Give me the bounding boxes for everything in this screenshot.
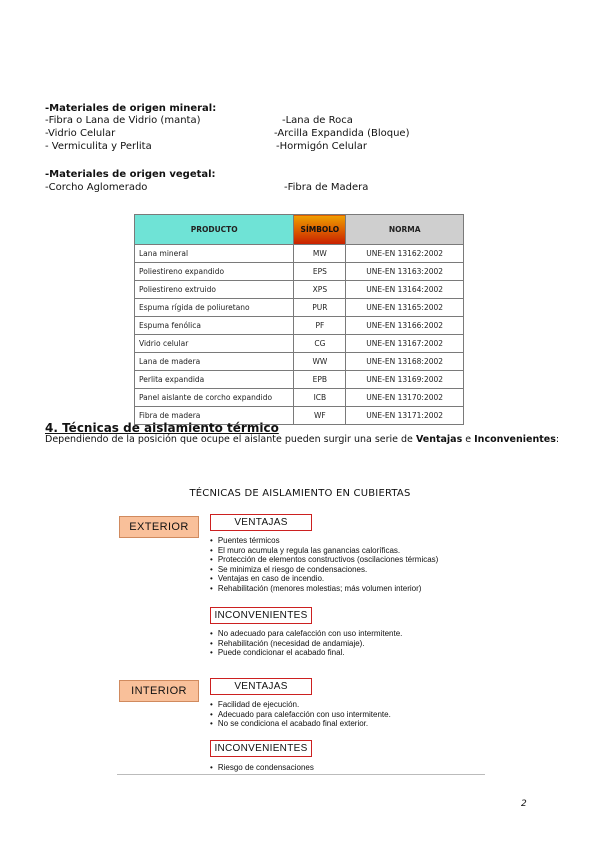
list-item: • Rehabilitación (menores molestias; más volumen interior) (210, 584, 438, 594)
cell-simbolo: WF (294, 407, 346, 425)
cell-producto: Poliestireno extruido (135, 281, 294, 299)
list-item: • Puede condicionar el acabado final. (210, 648, 402, 658)
table-row (135, 245, 464, 263)
figure-title: TÉCNICAS DE AISLAMIENTO EN CUBIERTAS (189, 488, 411, 499)
header-norma: NORMA (346, 215, 464, 245)
cell-norma: UNE-EN 13163:2002 (346, 263, 464, 281)
list-item: • No adecuado para calefacción con uso intermitente. (210, 629, 402, 639)
cell-norma: UNE-EN 13166:2002 (346, 317, 464, 335)
cell-norma: UNE-EN 13162:2002 (346, 245, 464, 263)
table-row (135, 353, 464, 371)
interior-tag: INTERIOR (119, 680, 199, 702)
cell-simbolo: ICB (294, 389, 346, 407)
cell-norma: UNE-EN 13170:2002 (346, 389, 464, 407)
list-item: • Facilidad de ejecución. (210, 700, 391, 710)
exterior-tag: EXTERIOR (119, 516, 199, 538)
cell-producto: Poliestireno expandido (135, 263, 294, 281)
mineral-item: -Lana de Roca (282, 115, 353, 126)
section-title: 4. Técnicas de aislamiento térmico (45, 421, 279, 435)
product-table (134, 214, 464, 425)
list-item: • Puentes térmicos (210, 536, 438, 546)
cell-norma: UNE-EN 13171:2002 (346, 407, 464, 425)
table-row (135, 335, 464, 353)
exterior-ventajas-list (210, 536, 438, 593)
table-row (135, 317, 464, 335)
header-simbolo: SÍMBOLO (294, 215, 346, 245)
intro-text: Dependiendo de la posición que ocupe el aislante pueden surgir una serie de (45, 434, 416, 445)
list-item: • Riesgo de condensaciones (210, 763, 314, 773)
cell-simbolo: EPB (294, 371, 346, 389)
cell-norma: UNE-EN 13168:2002 (346, 353, 464, 371)
interior-inconvenientes-list (210, 763, 314, 773)
section-intro (45, 434, 559, 446)
list-item: • No se condiciona el acabado final exterior. (210, 719, 391, 729)
table-row (135, 263, 464, 281)
list-item: • El muro acumula y regula las ganancias caloríficas. (210, 546, 438, 556)
table-row (135, 389, 464, 407)
vegetal-heading: -Materiales de origen vegetal: (45, 169, 216, 180)
list-item: • Protección de elementos constructivos (oscilaciones térmicas) (210, 555, 438, 565)
exterior-inconvenientes-label: INCONVENIENTES (210, 607, 312, 624)
cell-producto: Vidrio celular (135, 335, 294, 353)
page-number: 2 (521, 799, 527, 809)
cell-simbolo: PUR (294, 299, 346, 317)
intro-bold-inconvenientes: Inconvenientes (474, 434, 556, 445)
interior-ventajas-list (210, 700, 391, 729)
cell-simbolo: XPS (294, 281, 346, 299)
table-row (135, 281, 464, 299)
cell-simbolo: WW (294, 353, 346, 371)
table-row (135, 299, 464, 317)
intro-text: : (555, 434, 560, 445)
exterior-ventajas-label: VENTAJAS (210, 514, 312, 531)
vegetal-item: -Fibra de Madera (284, 182, 369, 193)
cell-producto: Espuma rígida de poliuretano (135, 299, 294, 317)
cell-simbolo: EPS (294, 263, 346, 281)
list-item: • Ventajas en caso de incendio. (210, 574, 438, 584)
cell-producto: Perlita expandida (135, 371, 294, 389)
interior-inconvenientes-label: INCONVENIENTES (210, 740, 312, 757)
cell-producto: Panel aislante de corcho expandido (135, 389, 294, 407)
mineral-item: -Hormigón Celular (276, 141, 367, 152)
interior-ventajas-label: VENTAJAS (210, 678, 312, 695)
intro-bold-ventajas: Ventajas (415, 434, 463, 445)
cell-producto: Lana de madera (135, 353, 294, 371)
cell-simbolo: PF (294, 317, 346, 335)
vegetal-item: -Corcho Aglomerado (45, 182, 148, 193)
exterior-inconvenientes-list (210, 629, 402, 658)
list-item: • Se minimiza el riesgo de condensaciones. (210, 565, 438, 575)
cell-simbolo: CG (294, 335, 346, 353)
header-producto: PRODUCTO (135, 215, 294, 245)
cell-norma: UNE-EN 13165:2002 (346, 299, 464, 317)
cell-norma: UNE-EN 13167:2002 (346, 335, 464, 353)
figure-bottom-line (117, 774, 485, 775)
mineral-item: - Vermiculita y Perlita (45, 141, 152, 152)
list-item: • Rehabilitación (necesidad de andamiaje). (210, 639, 402, 649)
cell-producto: Espuma fenólica (135, 317, 294, 335)
mineral-item: -Vidrio Celular (45, 128, 116, 139)
table-header-row (135, 215, 464, 245)
cell-producto: Lana mineral (135, 245, 294, 263)
mineral-item: -Fibra o Lana de Vidrio (manta) (45, 115, 201, 126)
cell-norma: UNE-EN 13169:2002 (346, 371, 464, 389)
intro-text: e (462, 434, 475, 445)
cell-producto: Fibra de madera (135, 407, 294, 425)
table-row (135, 371, 464, 389)
techniques-figure (117, 510, 485, 778)
cell-simbolo: MW (294, 245, 346, 263)
list-item: • Adecuado para calefacción con uso intermitente. (210, 710, 391, 720)
mineral-item: -Arcilla Expandida (Bloque) (274, 128, 410, 139)
mineral-heading: -Materiales de origen mineral: (45, 103, 217, 114)
cell-norma: UNE-EN 13164:2002 (346, 281, 464, 299)
